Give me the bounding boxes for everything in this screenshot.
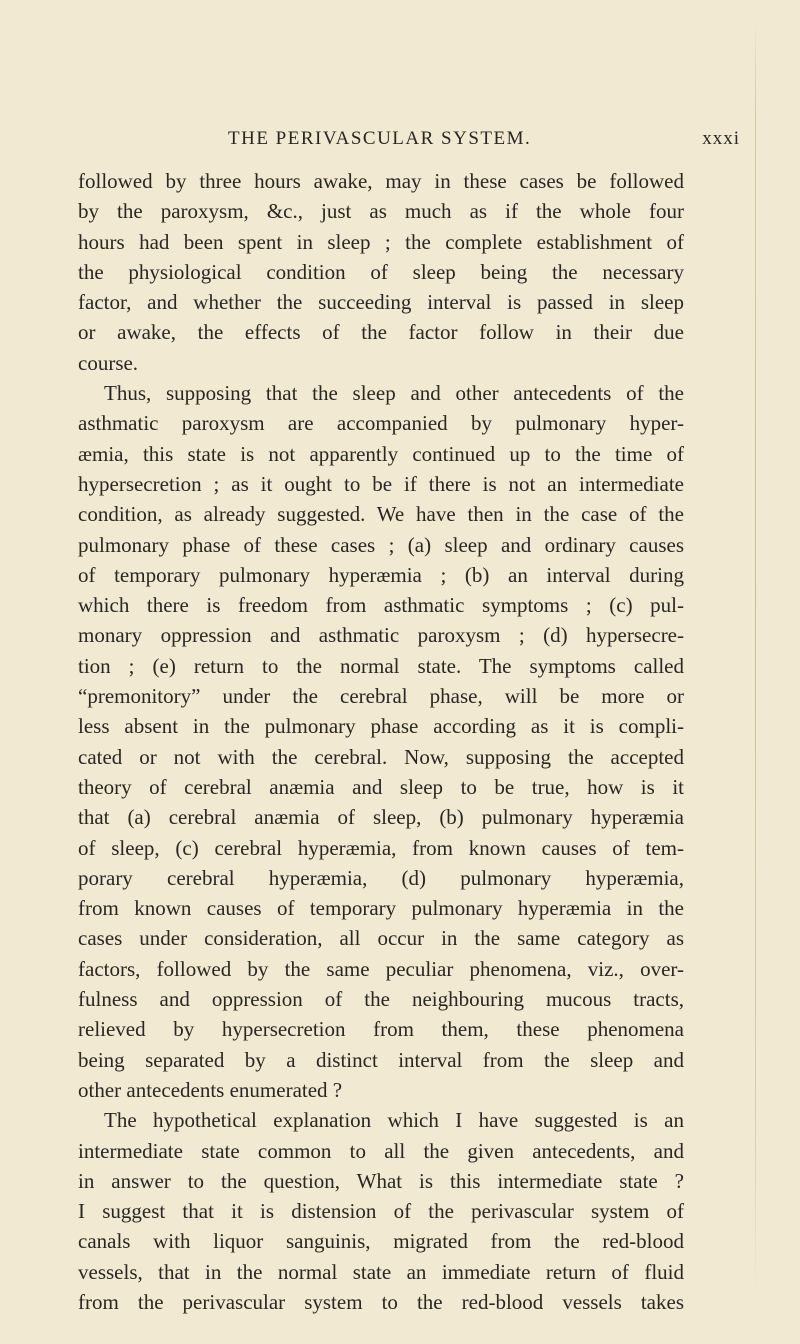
- text-line: hours had been spent in sleep ; the complete establishment of: [78, 229, 684, 254]
- text-line: pulmonary phase of these cases ; (a) sleep and ordinary causes: [78, 532, 684, 557]
- text-line: the physiological condition of sleep being the necessary: [78, 259, 684, 284]
- text-line: other antecedents enumerated ?: [78, 1077, 343, 1102]
- page-header: [170, 128, 740, 158]
- text-line: in answer to the question, What is this intermediate state ?: [78, 1168, 684, 1193]
- text-line: less absent in the pulmonary phase according as it is compli-: [78, 714, 684, 739]
- text-line: “premonitory” under the cerebral phase, will be more or: [78, 684, 684, 709]
- text-line: vessels, that in the normal state an immediate return of fluid: [78, 1259, 684, 1284]
- text-line: canals with liquor sanguinis, migrated from the red-blood: [78, 1229, 684, 1254]
- text-line: relieved by hypersecretion from them, these phenomena: [78, 1017, 684, 1042]
- text-line: theory of cerebral anæmia and sleep to be true, how is it: [78, 774, 684, 799]
- text-line: factor, and whether the succeeding interval is passed in sleep: [78, 290, 684, 315]
- text-line: being separated by a distinct interval from the sleep and: [78, 1047, 684, 1072]
- text-line: which there is freedom from asthmatic symptoms ; (c) pul-: [78, 593, 684, 618]
- text-line: cated or not with the cerebral. Now, supposing the accepted: [78, 744, 684, 769]
- text-line: asthmatic paroxysm are accompanied by pulmonary hyper-: [78, 411, 684, 436]
- text-line: that (a) cerebral anæmia of sleep, (b) pulmonary hyperæmia: [78, 805, 684, 830]
- text-line: Thus, supposing that the sleep and other antecedents of the: [104, 381, 684, 406]
- text-line: fulness and oppression of the neighbouring mucous tracts,: [78, 987, 684, 1012]
- text-line: course.: [78, 350, 139, 375]
- text-line: I suggest that it is distension of the perivascular system of: [78, 1199, 684, 1224]
- text-line: of sleep, (c) cerebral hyperæmia, from known causes of tem-: [78, 835, 684, 860]
- page-number: xxxi: [702, 128, 740, 149]
- text-line: condition, as already suggested. We have then in the case of the: [78, 502, 684, 527]
- text-line: hypersecretion ; as it ought to be if there is not an intermediate: [78, 471, 684, 496]
- text-line: of temporary pulmonary hyperæmia ; (b) an interval during: [78, 562, 684, 587]
- running-title: THE PERIVASCULAR SYSTEM.: [228, 128, 532, 149]
- page-edge-shadow: [755, 0, 756, 1344]
- text-line: by the paroxysm, &c., just as much as if the whole four: [78, 199, 684, 224]
- text-line: monary oppression and asthmatic paroxysm ; (d) hypersecre-: [78, 623, 684, 648]
- body-text: [78, 166, 684, 1317]
- text-line: cases under consideration, all occur in the same category as: [78, 926, 684, 951]
- text-line: from the perivascular system to the red-blood vessels takes: [78, 1289, 684, 1314]
- text-line: tion ; (e) return to the normal state. The symptoms called: [78, 653, 684, 678]
- text-line: porary cerebral hyperæmia, (d) pulmonary hyperæmia,: [78, 865, 684, 890]
- text-line: followed by three hours awake, may in these cases be followed: [78, 169, 684, 193]
- text-line: from known causes of temporary pulmonary hyperæmia in the: [78, 896, 684, 921]
- text-line: intermediate state common to all the given antecedents, and: [78, 1138, 684, 1163]
- text-line: The hypothetical explanation which I have suggested is an: [104, 1108, 684, 1133]
- text-line: or awake, the effects of the factor follow in their due: [78, 320, 684, 345]
- text-line: æmia, this state is not apparently continued up to the time of: [78, 441, 684, 466]
- text-line: factors, followed by the same peculiar phenomena, viz., over-: [78, 956, 684, 981]
